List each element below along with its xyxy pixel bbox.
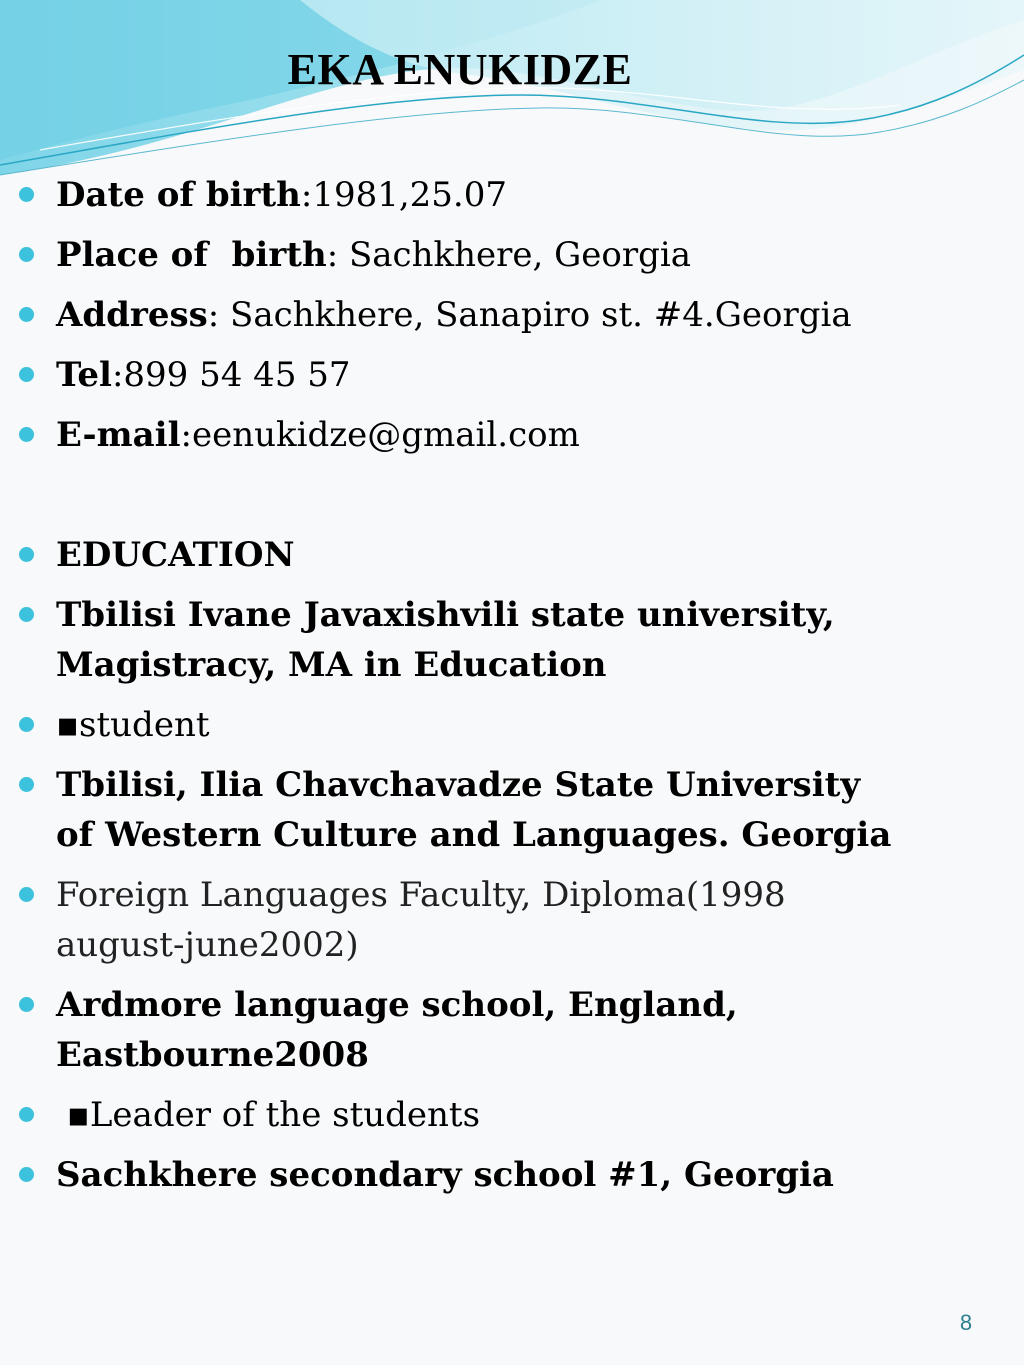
tsu-status: ▪student xyxy=(56,705,210,745)
education-heading: EDUCATION xyxy=(56,535,295,575)
email-value: :eenukidze@gmail.com xyxy=(180,415,580,455)
faculty-line-1: Foreign Languages Faculty, Diploma(1998 xyxy=(56,875,786,915)
iliauni-line-2: of Western Culture and Languages. Georgia xyxy=(56,815,892,855)
bullet-icon xyxy=(19,367,34,382)
bullet-icon xyxy=(19,887,34,902)
ardmore-line-1: Ardmore language school, England, xyxy=(56,985,738,1025)
dob-label: Date of birth xyxy=(56,175,301,215)
bullet-icon xyxy=(19,997,34,1012)
bullet-icon xyxy=(19,717,34,732)
tel-value: :899 54 45 57 xyxy=(111,355,351,395)
bullet-icon xyxy=(19,1167,34,1182)
address-label: Address xyxy=(56,295,208,335)
bullet-icon xyxy=(19,1107,34,1122)
tsu-line-2: Magistracy, MA in Education xyxy=(56,645,607,685)
bullet-icon xyxy=(19,187,34,202)
page-title: EKA ENUKIDZE xyxy=(287,45,633,94)
bullet-icon xyxy=(19,777,34,792)
bullet-icon xyxy=(19,307,34,322)
iliauni-line-1: Tbilisi, Ilia Chavchavadze State University xyxy=(56,765,861,805)
school: Sachkhere secondary school #1, Georgia xyxy=(56,1155,834,1195)
tsu-line-1: Tbilisi Ivane Javaxishvili state university, xyxy=(56,595,835,635)
pob-label: Place of birth xyxy=(56,235,327,275)
ardmore-role: ▪Leader of the students xyxy=(56,1095,481,1135)
bullet-icon xyxy=(19,547,34,562)
bullet-icon xyxy=(19,607,34,622)
bullet-icon xyxy=(19,247,34,262)
faculty-line-2: august-june2002) xyxy=(56,925,359,965)
email-label: E-mail xyxy=(56,415,181,455)
dob-value: :1981,25.07 xyxy=(300,175,507,215)
address-value: : Sachkhere, Sanapiro st. #4.Georgia xyxy=(207,295,852,335)
page-number: 8 xyxy=(959,1310,973,1335)
ardmore-line-2: Eastbourne2008 xyxy=(56,1035,369,1075)
bullet-icon xyxy=(19,427,34,442)
tel-label: Tel xyxy=(56,355,112,395)
pob-value: : Sachkhere, Georgia xyxy=(326,235,691,275)
